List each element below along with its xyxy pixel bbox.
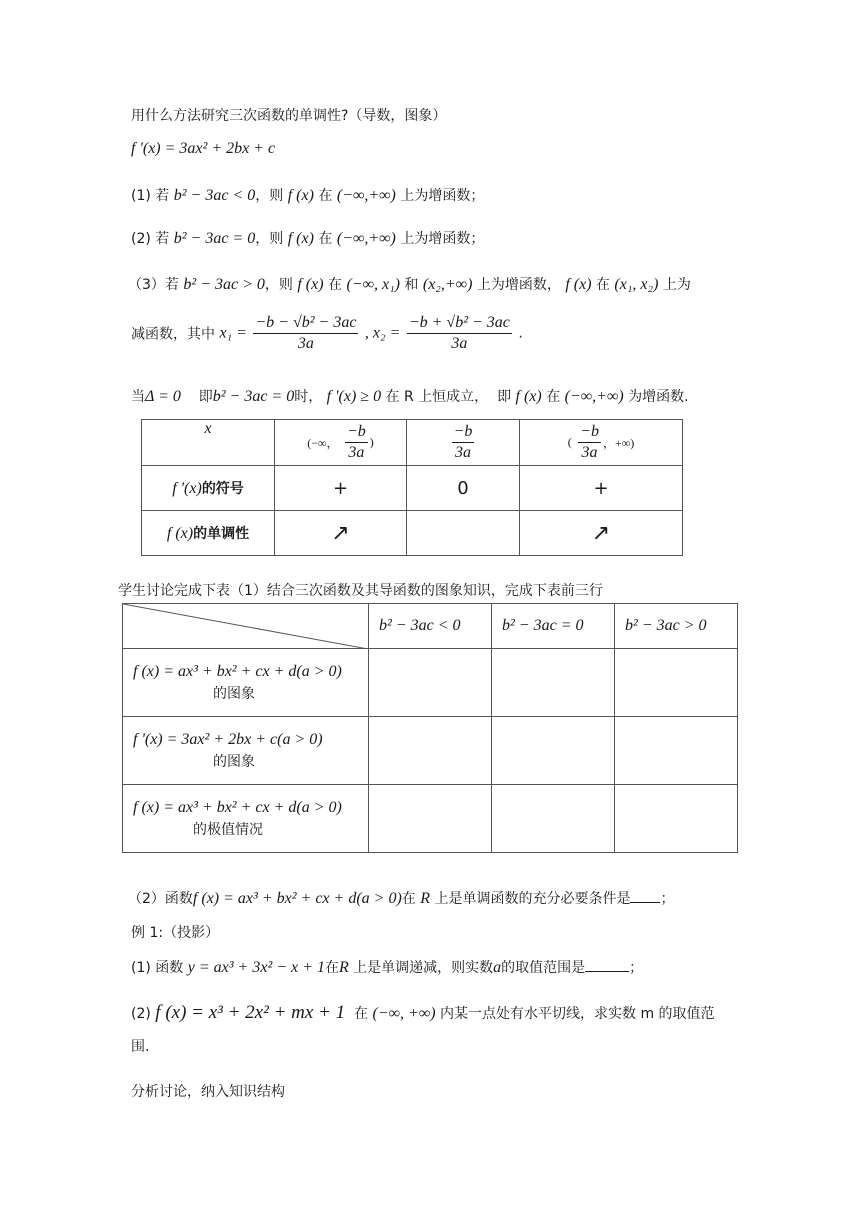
case-3-interval-3: (x₁, x₂)	[614, 276, 659, 293]
part-2-intro: （2）函数	[128, 891, 193, 907]
case-3-if: 若	[164, 277, 179, 293]
example-2-number: (2)	[131, 1006, 151, 1022]
table-row	[142, 420, 683, 466]
table-cell	[369, 785, 492, 853]
table-cell	[369, 649, 492, 717]
case-1-interval: (−∞,+∞)	[336, 187, 396, 204]
closing-text: 分析讨论，纳入知识结构	[131, 1084, 285, 1100]
table-cell	[615, 785, 738, 853]
row-derivative-graph-label	[123, 717, 369, 785]
intro-question: 用什么方法研究三次函数的单调性?（导数，图象）	[131, 108, 447, 124]
row-monotonic-label	[142, 511, 275, 556]
table-cell	[492, 649, 615, 717]
monotonicity-table	[141, 419, 683, 556]
root-x2-denominator: 3a	[451, 335, 468, 352]
table-cell	[492, 785, 615, 853]
case-1-result: 上为增函数；	[400, 188, 485, 204]
case-2-interval: (−∞,+∞)	[336, 230, 396, 247]
extrema-caption: 的极值情况	[193, 821, 263, 838]
row-cubic-graph-label	[123, 649, 369, 717]
example-part-2	[131, 1003, 715, 1024]
delta-in-2: 在	[546, 389, 561, 405]
root-x1-label: x₁ =	[219, 324, 247, 342]
case-2-condition: b² − 3ac = 0	[173, 230, 256, 247]
case-3-result-1: 上为增函数，	[476, 277, 561, 293]
case-2-result: 上为增函数；	[400, 231, 485, 247]
case-2-function: f (x)	[287, 230, 314, 247]
case-3-interval-2: (x₂,+∞)	[422, 276, 473, 293]
part-2-question: 上是单调函数的充分必要条件是	[434, 891, 631, 907]
case-3-then: ，则	[264, 277, 293, 293]
table-row	[123, 717, 738, 785]
example-2-function: f (x) = x³ + 2x² + mx + 1	[155, 1002, 346, 1023]
case-3-and: 和	[404, 277, 419, 293]
case-3-function: f (x)	[297, 276, 324, 293]
delta-in: 在	[385, 389, 400, 405]
root-x2-numerator: −b + √b² − 3ac	[407, 314, 512, 334]
case-2-number: (2)	[131, 231, 151, 247]
row-sign-text: 的符号	[201, 481, 244, 497]
header-interval-2-right: ，+∞)	[602, 436, 635, 450]
header-interval-1-left: (−∞，	[307, 436, 339, 450]
example-part-2-cont: 围.	[131, 1039, 150, 1055]
row-monotonic-function: f (x)	[166, 525, 194, 542]
example-1-r: R	[338, 959, 349, 976]
table-row	[123, 649, 738, 717]
header-interval-2-left: (	[567, 435, 572, 449]
root-x2-fraction	[407, 314, 512, 353]
diagonal-header-cell	[123, 604, 369, 649]
example-2-in: 在	[354, 1006, 369, 1022]
delta-equation: b² − 3ac = 0	[212, 388, 295, 405]
root-x1-denominator: 3a	[297, 335, 314, 352]
table-cell	[615, 717, 738, 785]
frac-denominator: 3a	[348, 444, 365, 461]
delta-when: 当	[131, 389, 145, 405]
increasing-arrow-icon: ↗	[275, 511, 407, 556]
frac-denominator: 3a	[454, 444, 471, 461]
case-2-if: 若	[155, 231, 170, 247]
header-x-label: x	[204, 420, 212, 437]
delta-ie: 即	[198, 389, 213, 405]
case-1-number: (1)	[131, 188, 151, 204]
example-2-interval: (−∞, +∞)	[372, 1005, 436, 1022]
delta-condition: Δ = 0	[145, 388, 181, 405]
example-title: 例 1:（投影）	[131, 925, 220, 941]
example-1-number: (1)	[131, 960, 151, 976]
delta-line	[131, 387, 689, 407]
column-header-positive: b² − 3ac > 0	[615, 604, 738, 649]
diagonal-line	[123, 604, 368, 649]
derivative-formula: f '(x) = 3ax² + 2bx + c	[131, 140, 276, 157]
root-x2-label: , x₂ =	[364, 324, 401, 342]
header-critical-fraction	[452, 423, 475, 462]
case-2	[131, 229, 484, 249]
delta-then: 时，	[294, 389, 323, 405]
cubic-graph-caption: 的图象	[213, 685, 255, 702]
row-sign-label	[142, 466, 275, 511]
header-critical-point	[407, 420, 520, 466]
delta-holds: 上恒成立，	[418, 389, 489, 405]
example-2-question: 内某一点处有水平切线，求实数 m 的取值范	[440, 1006, 715, 1022]
graph-table	[122, 603, 738, 853]
header-interval-1	[275, 420, 407, 466]
root-x1-numerator: −b − √b² − 3ac	[253, 314, 358, 334]
case-1-if: 若	[155, 188, 170, 204]
delta-function: f (x)	[515, 388, 542, 405]
case-3	[128, 275, 691, 295]
example-1-function: y = ax³ + 3x² − x + 1	[187, 959, 325, 976]
part-2-end: ；	[660, 891, 675, 907]
roots-end: .	[518, 325, 523, 342]
case-1-function: f (x)	[287, 187, 314, 204]
column-header-negative: b² − 3ac < 0	[369, 604, 492, 649]
case-1-then: ，则	[255, 188, 284, 204]
row-monotonic-text: 的单调性	[193, 526, 250, 542]
frac-numerator: −b	[452, 423, 475, 443]
row-extrema-label	[123, 785, 369, 853]
example-part-1	[131, 958, 643, 978]
example-1-intro: 函数	[155, 960, 184, 976]
case-3-function-2: f (x)	[565, 276, 592, 293]
example-1-end: ；	[629, 960, 644, 976]
roots-intro: 减函数，其中	[131, 326, 215, 343]
table-cell	[369, 717, 492, 785]
root-x1-fraction	[253, 314, 358, 353]
derivative-graph-caption: 的图象	[213, 753, 255, 770]
frac-numerator: −b	[578, 423, 601, 443]
example-1-question: 上是单调递减，则实数	[353, 960, 494, 976]
case-3-result-2: 上为	[662, 277, 691, 293]
table-cell	[615, 649, 738, 717]
case-1-in: 在	[318, 188, 333, 204]
discussion-text: 学生讨论完成下表（1）结合三次函数及其导函数的图象知识，完成下表前三行	[118, 583, 603, 599]
case-2-in: 在	[318, 231, 333, 247]
answer-blank[interactable]	[585, 971, 629, 972]
case-3-interval-1: (−∞, x₁)	[346, 276, 400, 293]
part-2-function: f (x) = ax³ + bx² + cx + d(a > 0)	[192, 890, 402, 907]
table-row	[142, 511, 683, 556]
increasing-arrow-icon: ↗	[520, 511, 683, 556]
case-3-condition: b² − 3ac > 0	[183, 276, 265, 293]
delta-derivative: f '(x) ≥ 0	[326, 388, 382, 405]
sign-cell-1: +	[275, 466, 407, 511]
case-1	[131, 186, 484, 206]
case-2-then: ，则	[255, 231, 284, 247]
example-1-range: 的取值范围是	[501, 960, 586, 976]
header-x	[142, 420, 275, 466]
part-2	[128, 889, 674, 909]
frac-numerator: −b	[345, 423, 368, 443]
delta-interval: (−∞,+∞)	[564, 388, 624, 405]
example-1-variable: a	[493, 959, 502, 976]
header-interval-2-fraction	[578, 423, 601, 462]
header-interval-1-right: )	[369, 435, 374, 449]
delta-r: R	[403, 389, 414, 405]
table-row	[123, 604, 738, 649]
header-interval-2	[520, 420, 683, 466]
case-1-condition: b² − 3ac < 0	[173, 187, 256, 204]
derivative-function: f '(x) = 3ax² + 2bx + c(a > 0)	[133, 730, 323, 748]
case-3-number: （3）	[128, 277, 165, 293]
sign-cell-3: +	[520, 466, 683, 511]
sign-cell-2: 0	[407, 466, 520, 511]
case-3-in: 在	[327, 277, 342, 293]
table-row	[123, 785, 738, 853]
monotonic-cell-2	[407, 511, 520, 556]
column-header-zero: b² − 3ac = 0	[492, 604, 615, 649]
table-row	[142, 466, 683, 511]
example-1-in: 在	[324, 960, 339, 976]
cubic-function-2: f (x) = ax³ + bx² + cx + d(a > 0)	[133, 798, 342, 816]
header-interval-1-fraction	[345, 423, 368, 462]
part-2-in: 在	[401, 891, 416, 907]
row-sign-function: f '(x)	[172, 480, 202, 497]
case-3-roots	[131, 314, 523, 353]
frac-denominator: 3a	[581, 444, 598, 461]
part-2-r: R	[420, 890, 430, 907]
delta-result: 为增函数.	[628, 389, 689, 405]
case-3-in-2: 在	[595, 277, 610, 293]
answer-blank[interactable]	[630, 902, 660, 903]
delta-ie-2: 即	[497, 389, 512, 405]
table-cell	[492, 717, 615, 785]
cubic-function: f (x) = ax³ + bx² + cx + d(a > 0)	[133, 662, 342, 680]
